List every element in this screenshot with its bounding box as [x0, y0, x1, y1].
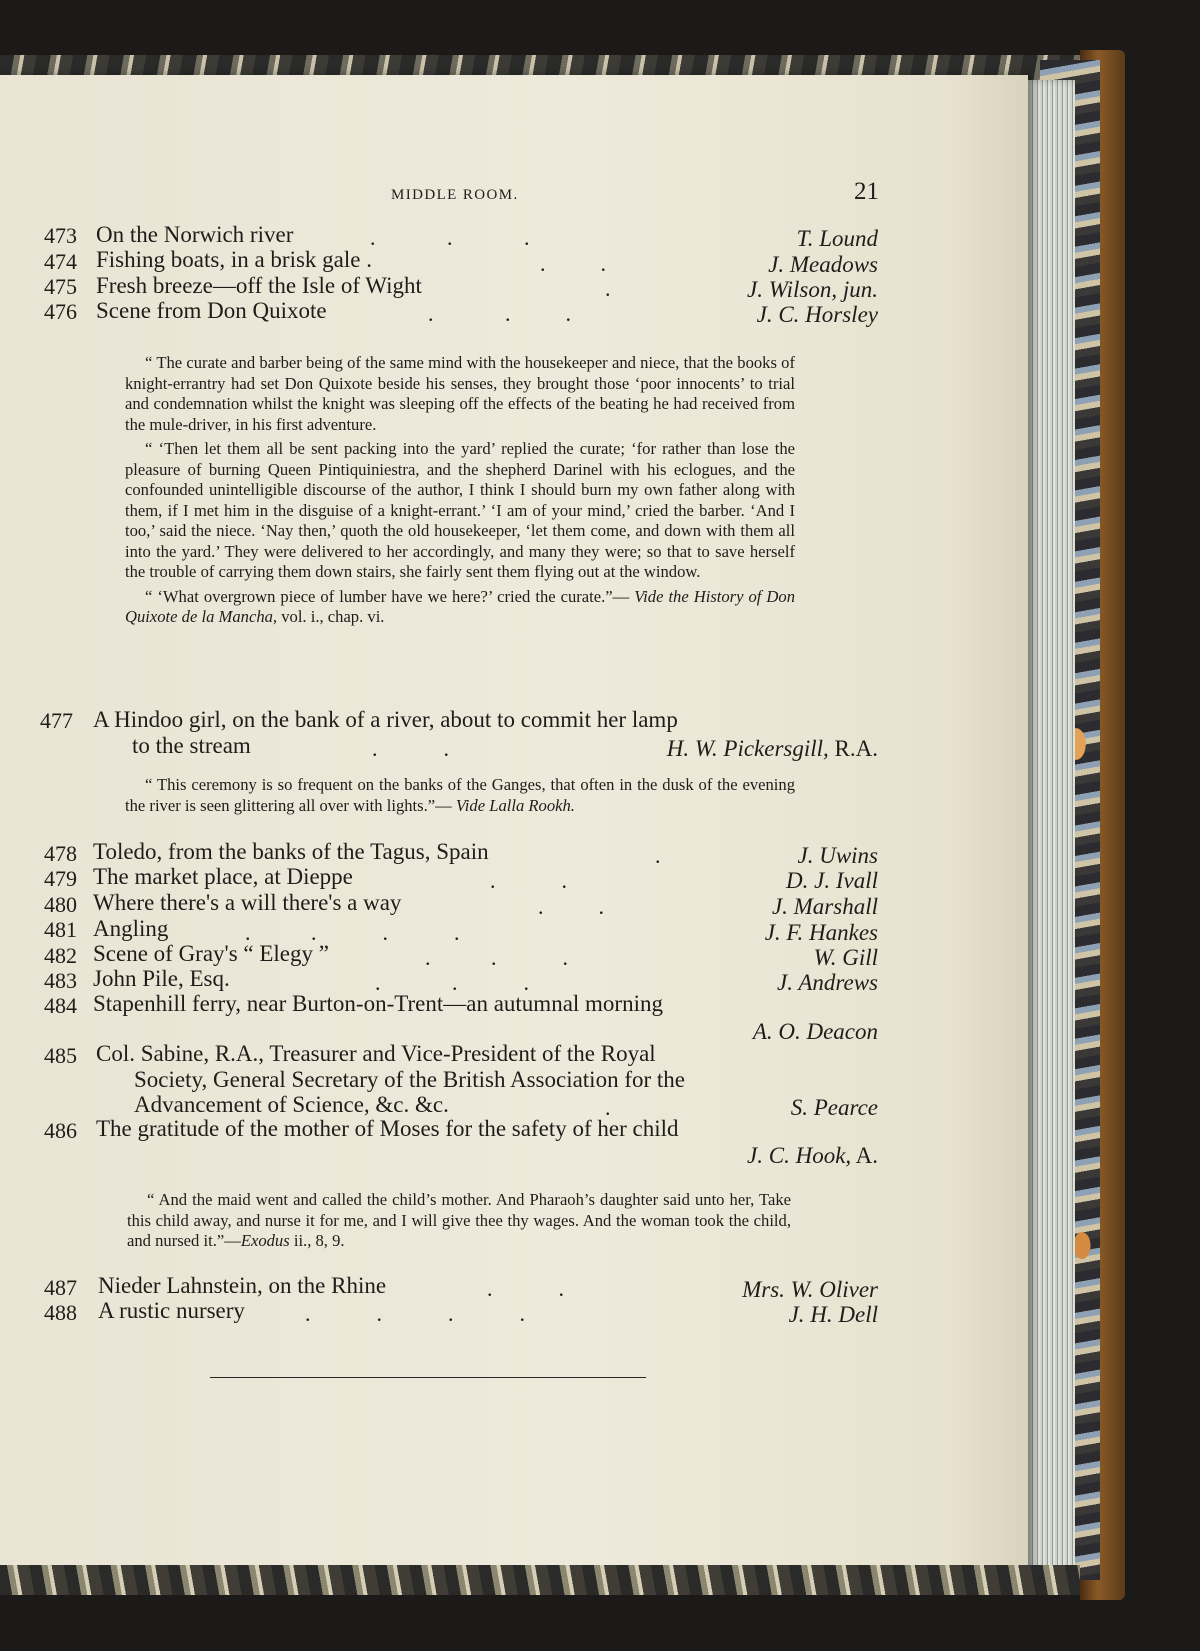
section-end-rule: [210, 1377, 646, 1378]
entry-title: Fishing boats, in a brisk gale .: [96, 247, 372, 272]
entry-title: A rustic nursery: [98, 1298, 245, 1323]
entry-artist: Mrs. W. Oliver: [742, 1277, 878, 1302]
entry-title: Scene from Don Quixote: [96, 298, 327, 323]
entry-title: Nieder Lahnstein, on the Rhine: [98, 1273, 387, 1298]
entry-number: 477: [40, 708, 73, 733]
book-page: [0, 75, 1028, 1575]
entry-title-continued: Advancement of Science, &c. &c.: [134, 1092, 449, 1117]
entry-artist: J. H. Dell: [788, 1302, 878, 1327]
quote-paragraph: “ ‘Then let them all be sent packing into the yard’ replied the curate; ‘for rather than lose the pleasure of burning Queen Pintiquiniestra, and the shepherd Darinel with his eclogues, and the confounded unintelligible discourse of the author, I think I should burn my own father along with them, if I met him in the disguise of a knight-errant.’ ‘I am of your mind,’ cried the barber. ‘And I too,’ said the niece. ‘Nay then,’ quoth the old housekeeper, ‘let them come, and down with them all into the yard.’ They were delivered to her accordingly, and many they were; so that to save herself the trouble of carrying them down stairs, she fairly sent them flying out at the window.: [125, 439, 795, 581]
entry-number: 488: [44, 1300, 77, 1325]
entry-number: 483: [44, 968, 77, 993]
entry-artist: H. W. Pickersgill, R.A.: [666, 736, 878, 761]
entry-artist: J. Uwins: [797, 843, 878, 868]
leader-dots: . .: [540, 251, 606, 276]
entry-title: Fresh breeze—off the Isle of Wight: [96, 273, 422, 298]
quote-paragraph: “ This ceremony is so frequent on the banks of the Ganges, that often in the dusk of the evening the river is seen glittering all over with lights.”— Vide Lalla Rookh.: [125, 775, 795, 815]
entry-title: Where there's a will there's a way: [93, 890, 402, 915]
entry-number: 479: [44, 866, 77, 891]
citation: Vide Lalla Rookh.: [455, 795, 575, 815]
entry-number: 473: [44, 223, 77, 248]
leader-dots: .: [605, 276, 611, 301]
entry-artist: J. Wilson, jun.: [747, 277, 878, 302]
leader-dots: .: [605, 1095, 611, 1120]
quote-paragraph: “ And the maid went and called the child’s mother. And Pharaoh’s daughter said unto her, Take this child away, and nurse it for me, and I will give thee thy wages. And the woman took the child, and nursed it.”—Exodus ii., 8, 9.: [127, 1190, 791, 1250]
leader-dots: . .: [538, 894, 604, 919]
leader-dots: . .: [372, 736, 449, 761]
leader-dots: . . . .: [305, 1301, 525, 1326]
citation: Vide the History of Don Quixote de la Mancha,: [125, 586, 795, 626]
quote-paragraph: “ The curate and barber being of the same mind with the housekeeper and niece, that the books of knight-errantry had set Don Quixote beside his senses, they brought those ‘poor innocents’ to trial and condemnation whilst the knight was sleeping off the effects of the beating he had received from the mule-driver, in his first adventure.: [125, 353, 795, 434]
entry-title-continued: to the stream: [132, 733, 251, 758]
entry-artist: J. Meadows: [768, 252, 878, 277]
quote-paragraph: “ ‘What overgrown piece of lumber have we here?’ cried the curate.”— Vide the History of Don Quixote de la Mancha, vol. i., chap. vi.: [125, 586, 795, 626]
page-number: 21: [854, 178, 879, 205]
entry-number: 476: [44, 299, 77, 324]
running-header: MIDDLE ROOM.: [391, 187, 519, 203]
entry-number: 481: [44, 917, 77, 942]
entry-artist: S. Pearce: [790, 1095, 878, 1120]
leader-dots: . . .: [425, 945, 568, 970]
quotation-lalla-rookh: [125, 775, 795, 820]
leader-dots: . .: [490, 868, 567, 893]
quotation-exodus: [127, 1190, 791, 1256]
entry-number: 485: [44, 1043, 77, 1068]
entry-number: 482: [44, 943, 77, 968]
entry-artist: J. F. Hankes: [764, 920, 878, 945]
entry-title: A Hindoo girl, on the bank of a river, about to commit her lamp: [93, 707, 678, 732]
entry-artist: T. Lound: [796, 226, 878, 251]
leader-dots: . . . .: [245, 920, 460, 945]
entry-number: 484: [44, 993, 77, 1018]
entry-artist: J. Marshall: [771, 894, 878, 919]
entry-number: 486: [44, 1118, 77, 1143]
leader-dots: . .: [487, 1276, 564, 1301]
entry-title: Scene of Gray's “ Elegy ”: [93, 941, 329, 966]
entry-artist: D. J. Ivall: [786, 868, 878, 893]
entry-title: On the Norwich river: [96, 222, 294, 247]
entry-number: 478: [44, 841, 77, 866]
page-stack-edge: [1025, 80, 1075, 1580]
entry-title: Col. Sabine, R.A., Treasurer and Vice-President of the Royal: [96, 1041, 656, 1066]
entry-title: Toledo, from the banks of the Tagus, Spain: [93, 839, 489, 864]
entry-title: Angling: [93, 916, 169, 941]
entry-title: Stapenhill ferry, near Burton-on-Trent—an autumnal morning: [93, 991, 663, 1016]
entry-number: 474: [44, 249, 77, 274]
entry-artist: J. C. Horsley: [756, 302, 878, 327]
entry-artist: A. O. Deacon: [752, 1019, 878, 1044]
entry-number: 487: [44, 1275, 77, 1300]
leader-dots: .: [655, 843, 661, 868]
entry-number: 480: [44, 892, 77, 917]
entry-title: The gratitude of the mother of Moses for the safety of her child: [96, 1116, 679, 1141]
entry-title: John Pile, Esq.: [93, 966, 230, 991]
book-edge-marbled-bottom: [0, 1565, 1080, 1595]
entry-title-continued: Society, General Secretary of the British Association for the: [134, 1067, 685, 1092]
entry-artist: J. Andrews: [777, 970, 878, 995]
leader-dots: . . .: [375, 970, 529, 995]
entry-number: 475: [44, 274, 77, 299]
leader-dots: . . .: [370, 225, 530, 250]
entry-artist: J. C. Hook, A.: [747, 1143, 878, 1168]
entry-artist: W. Gill: [813, 945, 878, 970]
citation: Exodus: [240, 1231, 290, 1250]
leader-dots: . . .: [428, 301, 571, 326]
quotation-don-quixote: [125, 353, 795, 632]
entry-title: The market place, at Dieppe: [93, 864, 353, 889]
